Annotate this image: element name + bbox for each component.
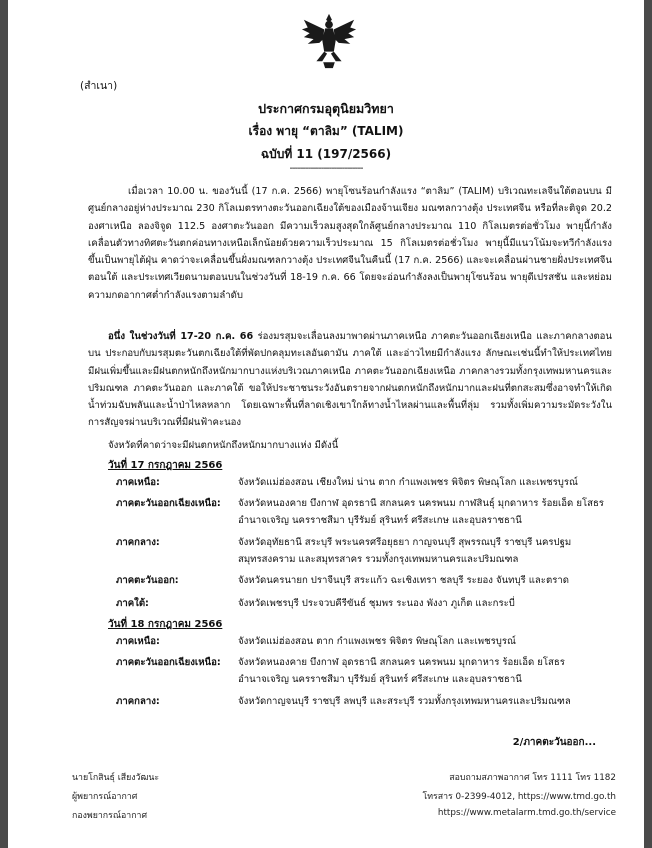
region-provinces: จังหวัดแม่ฮ่องสอน เชียงใหม่ น่าน ตาก กำแพงเพชร พิจิตร พิษณุโลก และเพชรบูรณ์ [238, 477, 578, 488]
province-list-intro: จังหวัดที่คาดว่าจะมีฝนตกหนักถึงหนักมากบางแห่ง มีดังนี้ [108, 440, 339, 451]
paragraph-rain-warning-text: ร่องมรสุมจะเลื่อนลงมาพาดผ่านภาคเหนือ ภาคตะวันออกเฉียงเหนือ และภาคกลางตอนบน ประกอบกับมรสุมตะวันตกเฉียงใต้ที่พัดปกคลุมทะเลอันดามัน ภาคใต้ และอ่าวไทยมีกำลังแรง ลักษณะเช่นนี้ทำให้ประเทศไทยมีฝนเพิ่มขึ้นและมีฝนตกหนักถึงหนักมากบางแห่งบริเวณภาคเหนือ ภาคตะวันออกเฉียงเหนือ ภาคกลางรวมทั้งกรุงเทพมหานครและปริมณฑล ภาคตะวันออก และภาคใต้ ขอให้ประชาชนระวังอันตรายจากฝนตกหนักถึงหนักมากและฝนที่ตกสะสมซึ่งอาจทำให้เกิดน้ำท่วมฉับพลันและน้ำป่าไหลหลาก โดยเฉพาะพื้นที่ลาดเชิงเขาใกล้ทางน้ำไหลผ่านและพื้นที่ลุ่ม รวมทั้งเพิ่มความระมัดระวังในการสัญจรผ่านบริเวณที่มีฝนฟ้าคะนอง [88, 331, 612, 429]
region-provinces: จังหวัดกาญจนบุรี ราชบุรี ลพบุรี และสระบุรี รวมทั้งกรุงเทพมหานครและปริมณฑล [238, 696, 571, 707]
paragraph-storm-status: เมื่อเวลา 10.00 น. ของวันนี้ (17 ก.ค. 2566) พายุโซนร้อนกำลังแรง “ตาลิม” (TALIM) บริเวณทะเลจีนใต้ตอนบน มีศูนย์กลางอยู่ห่างประมาณ 230 กิโลเมตรทางตะวันออกเฉียงใต้ของเมืองจ้านเจียง มณฑลกวางตุ้ง ประเทศจีน หรือที่ละติจูด 20.2 องศาเหนือ ลองจิจูด 112.5 องศาตะวันออก มีความเร็วลมสูงสุดใกล้ศูนย์กลางประมาณ 110 กิโลเมตรต่อชั่วโมง พายุนี้กำลังเคลื่อนตัวทางทิศตะวันตกค่อนทางเหนือเล็กน้อยด้วยความเร็วประมาณ 15 กิโลเมตรต่อชั่วโมง พายุนี้มีแนวโน้มจะทวีกำลังแรงขึ้นเป็นพายุไต้ฝุ่น คาดว่าจะเคลื่อนขึ้นฝั่งมณฑลกวางตุ้ง ประเทศจีนในคืนนี้ (17 ก.ค. 2566) และจะเคลื่อนผ่านชายฝั่งประเทศจีนตอนใต้ และประเทศเวียดนามตอนบนในช่วงวันที่ 18-19 ก.ค. 66 โดยจะอ่อนกำลังลงเป็นพายุโซนร้อน พายุดีเปรสชัน และหย่อมความกดอากาศต่ำกำลังแรงตามลำดับ [88, 186, 612, 301]
region-provinces: จังหวัดเพชรบุรี ประจวบคีรีขันธ์ ชุมพร ระนอง พังงา ภูเก็ต และกระบี่ [238, 598, 515, 609]
separator-line: ---------------------------- [289, 163, 363, 174]
contact-fax-website: โทรสาร 0-2399-4012, https://www.tmd.go.th [422, 792, 616, 802]
region-name: ภาคตะวันออก: [116, 575, 179, 586]
signer-position: ผู้พยากรณ์อากาศ [72, 792, 138, 802]
region-row [116, 634, 616, 651]
region-name: ภาคกลาง: [116, 537, 160, 548]
region-name: ภาคเหนือ: [116, 636, 160, 647]
region-provinces: จังหวัดหนองคาย บึงกาฬ อุดรธานี สกลนคร นครพนม มุกดาหาร ร้อยเอ็ด ยโสธร อำนาจเจริญ นครราชสีมา บุรีรัมย์ สุรินทร์ ศรีสะเกษ และอุบลราชธานี [238, 657, 565, 685]
contact-phone: สอบถามสภาพอากาศ โทร 1111 โทร 1182 [449, 773, 616, 783]
region-row [116, 475, 616, 492]
copy-label: (สำเนา) [80, 80, 118, 92]
region-name: ภาคเหนือ: [116, 477, 160, 488]
region-row [116, 535, 616, 568]
region-provinces: จังหวัดแม่ฮ่องสอน ตาก กำแพงเพชร พิจิตร พิษณุโลก และเพชรบูรณ์ [238, 636, 516, 647]
region-name: ภาคตะวันออกเฉียงเหนือ: [116, 498, 221, 509]
announcement-title: ประกาศกรมอุตุนิยมวิทยา [258, 101, 394, 116]
paragraph-rain-warning-lead: อนึ่ง ในช่วงวันที่ 17-20 ก.ค. 66 [108, 331, 254, 342]
document-page [8, 0, 644, 848]
day-heading-17: วันที่ 17 กรกฎาคม 2566 [108, 460, 223, 471]
continuation-note: 2/ภาคตะวันออก... [512, 737, 596, 748]
region-row [116, 573, 616, 590]
announcement-issue: ฉบับที่ 11 (197/2566) [260, 147, 392, 161]
region-row [116, 596, 616, 613]
region-provinces: จังหวัดหนองคาย บึงกาฬ อุดรธานี สกลนคร นครพนม กาฬสินธุ์ มุกดาหาร ร้อยเอ็ด ยโสธร อำนาจเจริญ นครราชสีมา บุรีรัมย์ สุรินทร์ ศรีสะเกษ และอุบลราชธานี [238, 498, 604, 526]
contact-service-url: https://www.metalarm.tmd.go.th/service [437, 808, 616, 818]
region-name: ภาคตะวันออกเฉียงเหนือ: [116, 657, 221, 668]
region-name: ภาคใต้: [116, 598, 149, 609]
region-name: ภาคกลาง: [116, 696, 160, 707]
garuda-emblem-icon [300, 12, 358, 70]
day-heading-18: วันที่ 18 กรกฎาคม 2566 [108, 619, 223, 630]
signer-department: กองพยากรณ์อากาศ [72, 811, 148, 821]
region-provinces: จังหวัดอุทัยธานี สระบุรี พระนครศรีอยุธยา กาญจนบุรี สุพรรณบุรี ราชบุรี นครปฐม สมุทรสงคราม และสมุทรสาคร รวมทั้งกรุงเทพมหานครและปริมณฑล [238, 537, 572, 565]
region-row [116, 496, 616, 529]
region-row [116, 694, 616, 711]
region-row [116, 655, 616, 688]
announcement-subject: เรื่อง พายุ “ตาลิม” (TALIM) [248, 124, 404, 138]
signer-name: นายโกสินธุ์ เสียงวัฒนะ [72, 773, 160, 783]
region-provinces: จังหวัดนครนายก ปราจีนบุรี สระแก้ว ฉะเชิงเทรา ชลบุรี ระยอง จันทบุรี และตราด [238, 575, 569, 586]
paragraph-rain-warning [88, 328, 612, 432]
